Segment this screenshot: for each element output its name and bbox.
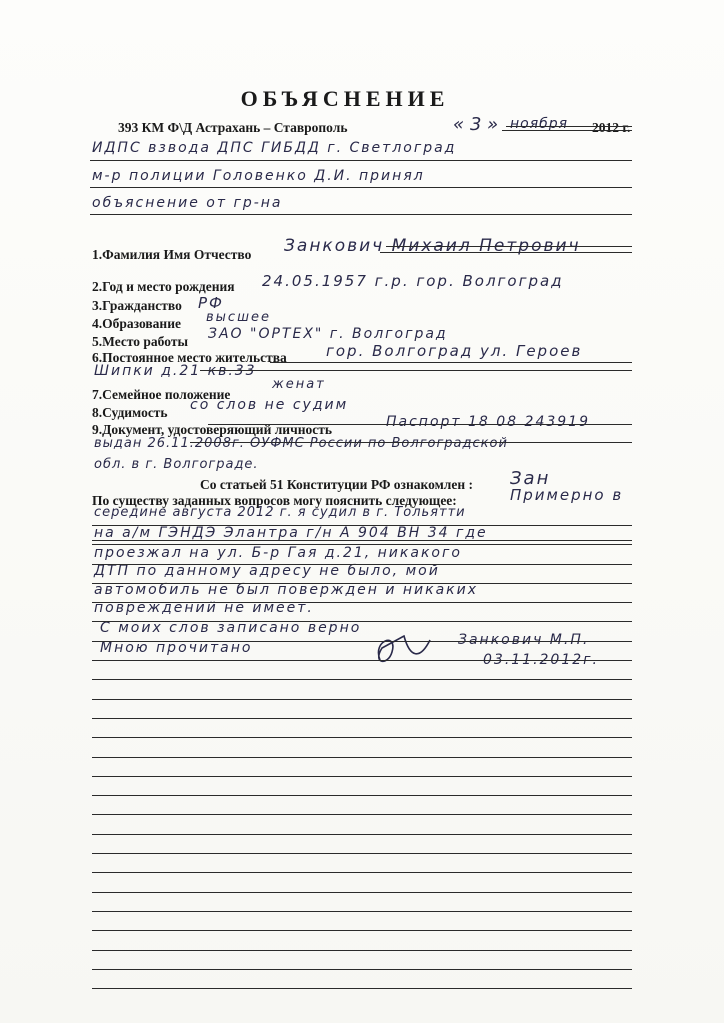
field-rule: [208, 424, 632, 425]
intro-line-2: м-р полиции Головенко Д.И. принял: [92, 168, 425, 184]
statement-line-9: Мною прочитано: [100, 640, 253, 656]
date-quote-close: »: [487, 114, 499, 135]
field-rule: [270, 362, 632, 363]
statement-line-8: С моих слов записано верно: [100, 620, 362, 636]
field-label-education: 4.Образование: [92, 316, 181, 331]
statement-rule: [92, 699, 632, 700]
statement-rule: [92, 834, 632, 835]
field-value-document-cont: выдан 26.11.2008г. ОУФМС России по Волгоградской: [94, 436, 508, 451]
intro-line-3: объяснение от гр-на: [92, 195, 283, 211]
field-label-marital: 7.Семейное положение: [92, 387, 231, 402]
statement-rule: [92, 853, 632, 854]
field-label-criminal: 8.Судимость: [92, 405, 168, 420]
form-title: ОБЪЯСНЕНИЕ: [240, 86, 450, 111]
statement-label: По существу заданных вопросов могу пояснить следующее:: [92, 493, 457, 508]
statement-rule: [92, 892, 632, 893]
statement-rule: [92, 602, 632, 603]
statement-line-2: середине августа 2012 г. я судил в г. Тольятти: [94, 505, 466, 520]
field-rule: [386, 246, 632, 247]
statement-rule: [92, 718, 632, 719]
field-rule: [380, 252, 632, 253]
statement-rule: [92, 679, 632, 680]
field-value-citizenship: РФ: [198, 294, 224, 312]
date-year: 2012 г.: [592, 120, 631, 135]
statement-rule: [92, 525, 632, 526]
statement-rule: [92, 988, 632, 989]
statement-rule: [92, 930, 632, 931]
field-value-document-cont2: обл. в г. Волгограде.: [94, 457, 259, 472]
field-label-document: 9.Документ, удостоверяющий личность: [92, 422, 332, 437]
statement-rule: [92, 737, 632, 738]
field-value-fio: Занкович Михаил Петрович: [284, 236, 581, 256]
statement-rule: [92, 583, 632, 584]
intro-rule: [90, 187, 632, 188]
location-label: 393 КМ Ф\Д Астрахань – Ставрополь: [118, 120, 348, 135]
field-label-fio: 1.Фамилия Имя Отчество: [92, 247, 252, 262]
statement-rule: [92, 621, 632, 622]
field-rule: [502, 130, 632, 131]
statement-line-4: проезжал на ул. Б-р Гая д.21, никакого: [94, 545, 462, 561]
field-value-document: Паспорт 18 08 243919: [386, 414, 590, 430]
field-rule: [206, 370, 632, 371]
intro-rule: [90, 214, 632, 215]
intro-line-1: ИДПС взвода ДПС ГИБДД г. Светлоград: [92, 140, 457, 156]
field-label-birth: 2.Год и место рождения: [92, 279, 235, 294]
field-value-workplace: ЗАО "ОРТЕХ" г. Волгоград: [208, 326, 448, 342]
statement-rule: [92, 757, 632, 758]
article51-signature: Зан: [510, 468, 551, 489]
intro-rule: [90, 160, 632, 161]
article51-label: Со статьей 51 Конституции РФ ознакомлен :: [200, 477, 474, 492]
statement-line-6: автомобиль не был повержден и никаких: [94, 582, 479, 598]
statement-rule: [92, 660, 632, 661]
field-value-residence: гор. Волгоград ул. Героев: [326, 342, 583, 360]
statement-signer-name: Занкович М.П.: [458, 632, 590, 648]
statement-line-1: Примерно в: [510, 486, 624, 504]
field-value-residence-cont: Шипки д.21 кв.33: [94, 363, 257, 379]
statement-line-7: повреждений не имеет.: [94, 600, 314, 616]
field-label-residence: 6.Постоянное место жительства: [92, 350, 287, 365]
statement-rule: [92, 911, 632, 912]
handwritten-signature: [378, 636, 430, 661]
statement-rule: [92, 872, 632, 873]
field-rule: [190, 442, 632, 443]
field-rule: [92, 540, 632, 541]
statement-signed-date: 03.11.2012г.: [483, 652, 599, 668]
statement-rule: [92, 969, 632, 970]
statement-rule: [92, 641, 632, 642]
statement-rule: [92, 795, 632, 796]
field-value-education: высшее: [206, 310, 271, 325]
field-value-birth: 24.05.1957 г.р. гор. Волгоград: [262, 272, 564, 290]
statement-rule: [92, 814, 632, 815]
field-value-marital: женат: [272, 377, 326, 392]
statement-rule: [92, 544, 632, 545]
field-label-workplace: 5.Место работы: [92, 334, 188, 349]
statement-rule: [92, 776, 632, 777]
date-day: 3: [470, 114, 482, 135]
field-value-criminal: со слов не судим: [190, 397, 349, 413]
statement-rule: [92, 564, 632, 565]
date-quote-open: «: [453, 114, 465, 135]
field-rule: [506, 126, 632, 127]
statement-line-5: ДТП по данному адресу не было, мой: [94, 563, 440, 579]
date-month: ноября: [510, 116, 569, 132]
field-label-citizenship: 3.Гражданство: [92, 298, 182, 313]
statement-line-3: на а/м ГЭНДЭ Элантра г/н А 904 ВН 34 где: [94, 525, 488, 541]
statement-rule: [92, 950, 632, 951]
